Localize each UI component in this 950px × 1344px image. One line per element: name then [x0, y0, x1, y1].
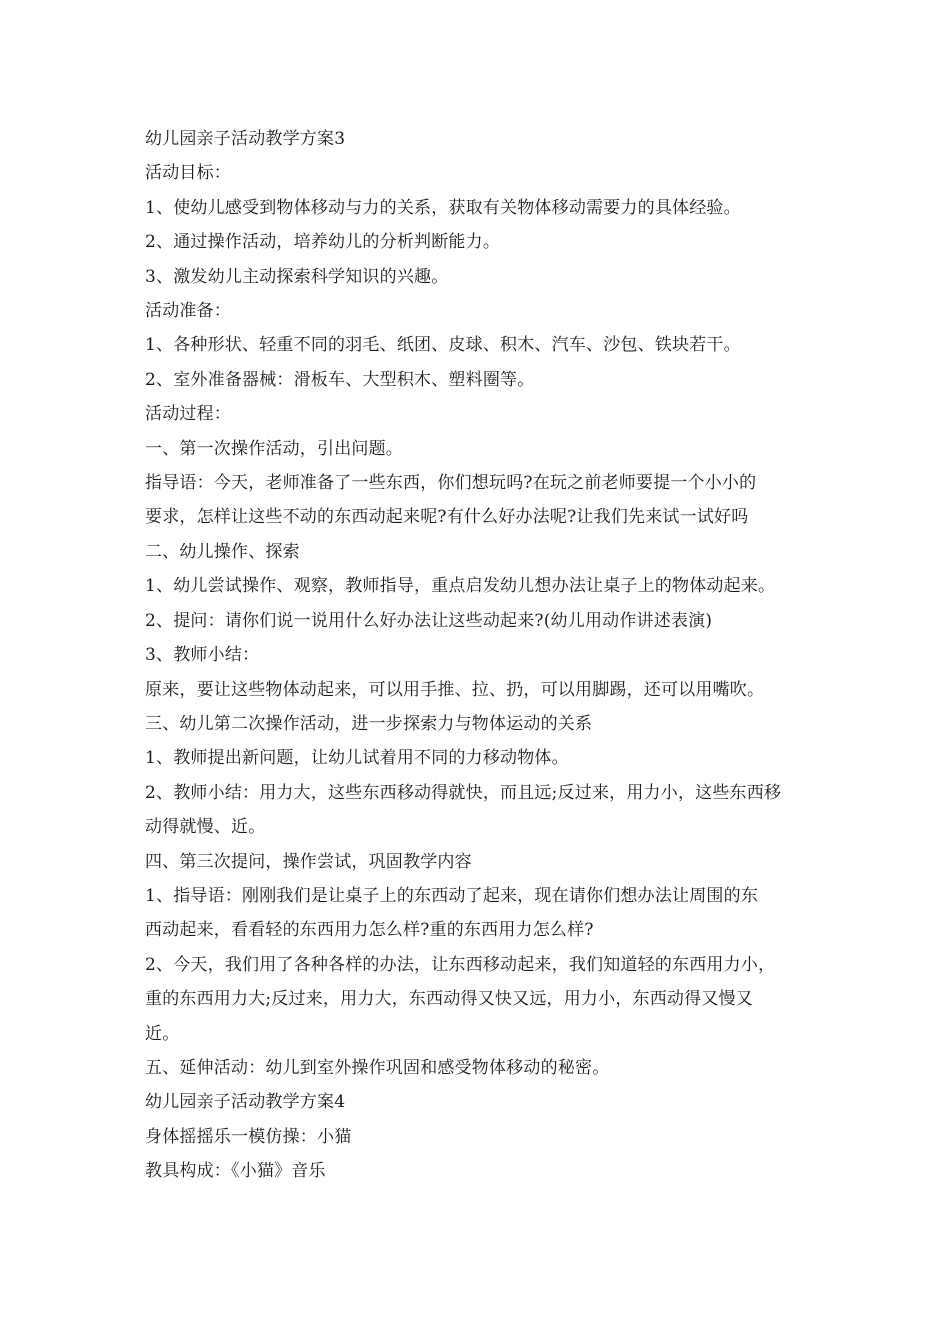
process-step-3-heading: 三、幼儿第二次操作活动，进一步探索力与物体运动的关系	[145, 713, 593, 734]
plan-4-teaching-aids: 教具构成：《小猫》音乐	[145, 1161, 326, 1182]
preparation-item-1: 1、各种形状、轻重不同的羽毛、纸团、皮球、积木、汽车、沙包、铁块若干。	[145, 335, 741, 356]
goal-item-1: 1、使幼儿感受到物体移动与力的关系，获取有关物体移动需要力的具体经验。	[145, 197, 741, 218]
goal-item-2: 2、通过操作活动，培养幼儿的分析判断能力。	[145, 232, 501, 253]
step-4-item-2-line-3: 近。	[145, 1023, 180, 1044]
step-2-item-3: 3、教师小结：	[145, 645, 260, 666]
step-2-summary: 原来，要让这些物体动起来，可以用手推、拉、扔，可以用脚踢，还可以用嘴吹。	[145, 679, 765, 700]
guidance-text-line-2: 要求，怎样让这些不动的东西动起来呢?有什么好办法呢?让我们先来试一试好吗	[145, 507, 749, 528]
guidance-text-line-1: 指导语：今天，老师准备了一些东西，你们想玩吗?在玩之前老师要提一个小小的	[145, 473, 757, 494]
step-3-item-1: 1、教师提出新问题，让幼儿试着用不同的力移动物体。	[145, 748, 569, 769]
goal-item-3: 3、激发幼儿主动探索科学知识的兴趣。	[145, 266, 449, 287]
document-body	[145, 122, 810, 1189]
subheading-activity-process: 活动过程：	[145, 404, 231, 425]
process-step-2-heading: 二、幼儿操作、探索	[145, 541, 300, 562]
step-2-item-2: 2、提问：请你们说一说用什么好办法让这些动起来?(幼儿用动作讲述表演)	[145, 610, 713, 631]
section-heading-plan-4: 幼儿园亲子活动教学方案4	[145, 1092, 346, 1113]
step-4-item-2-line-2: 重的东西用力大;反过来，用力大，东西动得又快又远，用力小，东西动得又慢又	[145, 989, 753, 1010]
subheading-activity-goals: 活动目标：	[145, 163, 231, 184]
step-4-item-2-line-1: 2、今天，我们用了各种各样的办法，让东西移动起来，我们知道轻的东西用力小，	[145, 954, 776, 975]
process-step-5-heading: 五、延伸活动：幼儿到室外操作巩固和感受物体移动的秘密。	[145, 1057, 610, 1078]
subheading-activity-preparation: 活动准备：	[145, 301, 231, 322]
step-3-item-2-line-2: 动得就慢、近。	[145, 817, 266, 838]
step-3-item-2-line-1: 2、教师小结：用力大，这些东西移动得就快，而且远;反过来，用力小，这些东西移	[145, 782, 782, 803]
section-heading-plan-3: 幼儿园亲子活动教学方案3	[145, 129, 346, 149]
step-4-item-1-line-1: 1、指导语：刚刚我们是让桌子上的东西动了起来，现在请你们想办法让周围的东	[145, 885, 759, 906]
step-2-item-1: 1、幼儿尝试操作、观察，教师指导，重点启发幼儿想办法让桌子上的物体动起来。	[145, 576, 776, 597]
preparation-item-2: 2、室外准备器械：滑板车、大型积木、塑料圈等。	[145, 369, 535, 390]
process-step-4-heading: 四、第三次提问，操作尝试，巩固教学内容	[145, 851, 472, 872]
process-step-1-heading: 一、第一次操作活动，引出问题。	[145, 438, 403, 459]
step-4-item-1-line-2: 西动起来，看看轻的东西用力怎么样?重的东西用力怎么样?	[145, 920, 594, 941]
plan-4-activity-name: 身体摇摇乐一模仿操：小猫	[145, 1126, 352, 1147]
